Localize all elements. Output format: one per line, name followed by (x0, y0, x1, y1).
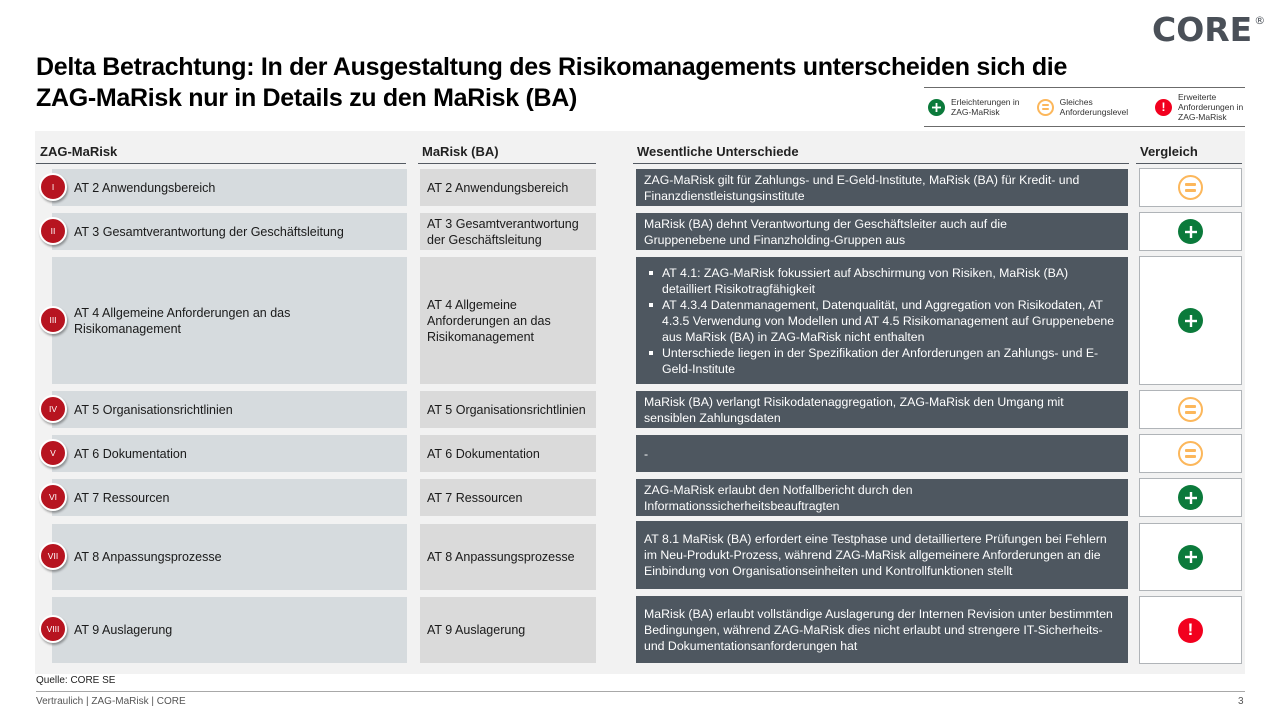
row-number-badge: VI (39, 483, 67, 511)
marisk-cell (420, 524, 596, 590)
marisk-cell (420, 169, 596, 206)
zag-cell (52, 479, 407, 516)
zag-cell (52, 524, 407, 590)
marisk-label: AT 5 Organisationsrichtlinien (427, 402, 586, 417)
marisk-cell (420, 257, 596, 384)
diff-bullet: AT 4.3.4 Datenmanagement, Datenqualität, und Aggregation von Risikodaten, AT 4.3.5 Verwendung von Modellen und AT 4.5 Risikomanagement auf Gruppenebene aus MaRisk (BA) in ZAG-MaRisk nicht enthalten (644, 297, 1120, 345)
zag-label: AT 5 Organisationsrichtlinien (74, 402, 233, 417)
marisk-cell (420, 435, 596, 472)
plus-circle-icon (1178, 308, 1203, 333)
diff-cell (636, 391, 1128, 428)
footer-divider (36, 691, 1245, 692)
compare-cell (1139, 478, 1242, 517)
row-number-badge: I (39, 173, 67, 201)
column-header-zag: ZAG-MaRisk (36, 144, 406, 164)
column-header-compare: Vergleich (1136, 144, 1242, 164)
zag-cell (52, 435, 407, 472)
diff-bullet: AT 4.1: ZAG-MaRisk fokussiert auf Abschirmung von Risiken, MaRisk (BA) detailliert Risikotragfähigkeit (644, 265, 1120, 297)
diff-cell (636, 596, 1128, 663)
legend-label: Gleiches Anforderungslevel (1059, 97, 1129, 117)
marisk-label: AT 9 Auslagerung (427, 623, 526, 637)
compare-cell (1139, 390, 1242, 429)
row-number-badge: VII (39, 542, 67, 570)
diff-bullet: Unterschiede liegen in der Spezifikation der Anforderungen an Zahlungs- und E-Geld-Institute (644, 345, 1120, 377)
legend-label: Erweiterte Anforderungen in ZAG-MaRisk (1178, 92, 1244, 122)
equals-circle-icon (1178, 441, 1203, 466)
column-header-marisk: MaRisk (BA) (418, 144, 596, 164)
plus-circle-icon (928, 99, 945, 116)
zag-cell (52, 257, 407, 384)
marisk-label: AT 6 Dokumentation (427, 446, 540, 461)
plus-circle-icon (1178, 485, 1203, 510)
diff-text: MaRisk (BA) verlangt Risikodatenaggregation, ZAG-MaRisk den Umgang mit sensiblen Zahlungsdaten (644, 394, 1064, 425)
diff-text: MaRisk (BA) erlaubt vollständige Auslagerung der Internen Revision unter bestimmten Bedingungen, während ZAG-MaRisk dies nicht erlaubt und strengere IT-Sicherheits- und Dokumentationsanforderungen hat (644, 606, 1113, 653)
marisk-label: AT 3 Gesamtverantwortung der Geschäftsleitung (427, 216, 579, 247)
row-number-badge: V (39, 439, 67, 467)
marisk-cell (420, 597, 596, 663)
marisk-label: AT 8 Anpassungsprozesse (427, 550, 575, 564)
diff-text: - (644, 446, 649, 461)
equals-circle-icon (1178, 175, 1203, 200)
legend-item-equal (1037, 97, 1155, 117)
exclamation-circle-icon: ! (1178, 618, 1203, 643)
compare-cell (1139, 523, 1242, 591)
zag-cell (52, 169, 407, 206)
equals-circle-icon (1037, 99, 1054, 116)
marisk-label: AT 2 Anwendungsbereich (427, 180, 569, 195)
plus-circle-icon (1178, 219, 1203, 244)
zag-label: AT 2 Anwendungsbereich (74, 180, 216, 195)
compare-cell (1139, 434, 1242, 473)
registered-mark: ® (1254, 14, 1266, 27)
diff-cell (636, 435, 1128, 472)
marisk-cell (420, 391, 596, 428)
exclamation-circle-icon: ! (1155, 99, 1172, 116)
zag-label: AT 9 Auslagerung (74, 623, 173, 637)
equals-circle-icon (1178, 397, 1203, 422)
source-note: Quelle: CORE SE (36, 675, 116, 686)
diff-cell (636, 213, 1128, 250)
compare-cell (1139, 596, 1242, 664)
zag-label: AT 6 Dokumentation (74, 446, 187, 461)
logo-text: CORE (1152, 10, 1253, 49)
row-number-badge: VIII (39, 615, 67, 643)
diff-text: AT 8.1 MaRisk (BA) erfordert eine Testphase und detailliertere Prüfungen bei Fehlern im Neu-Produkt-Prozess, während ZAG-MaRisk allgemeinere Anforderungen an die Einbindung von Organisationseinheiten und Kontrollfunktionen stellt (644, 532, 1107, 578)
diff-cell (636, 479, 1128, 516)
zag-cell (52, 597, 407, 663)
zag-cell (52, 213, 407, 250)
row-number-badge: III (39, 306, 67, 334)
marisk-label: AT 7 Ressourcen (427, 490, 523, 505)
diff-text: ZAG-MaRisk gilt für Zahlungs- und E-Geld-Institute, MaRisk (BA) für Kredit- und Finanzdienstleistungsinstitute (644, 172, 1080, 203)
zag-label: AT 8 Anpassungsprozesse (74, 550, 222, 564)
compare-cell (1139, 212, 1242, 251)
marisk-label: AT 4 Allgemeine Anforderungen an das Risikomanagement (427, 297, 551, 344)
plus-circle-icon (1178, 545, 1203, 570)
page-title: Delta Betrachtung: In der Ausgestaltung des Risikomanagements unterscheiden sich die ZAG-MaRisk nur in Details zu den MaRisk (BA) (36, 53, 1068, 112)
zag-label: AT 3 Gesamtverantwortung der Geschäftsleitung (74, 224, 344, 239)
legend (924, 87, 1245, 127)
diff-bullet-list (644, 265, 1120, 377)
diff-text: ZAG-MaRisk erlaubt den Notfallbericht durch den Informationssicherheitsbeauftragten (644, 482, 913, 513)
footer-text: Vertraulich | ZAG-MaRisk | CORE (36, 696, 186, 707)
diff-cell (636, 257, 1128, 384)
diff-text: MaRisk (BA) dehnt Verantwortung der Geschäftsleiter auch auf die Gruppenebene und Finanzholding-Gruppen aus (644, 216, 1007, 247)
marisk-cell (420, 479, 596, 516)
row-number-badge: IV (39, 395, 67, 423)
zag-cell (52, 391, 407, 428)
row-number-badge: II (39, 217, 67, 245)
diff-cell (636, 169, 1128, 206)
zag-label: AT 4 Allgemeine Anforderungen an das Risikomanagement (74, 305, 291, 336)
legend-item-extended (1155, 92, 1245, 122)
marisk-cell (420, 213, 596, 250)
core-logo (1152, 10, 1266, 49)
zag-label: AT 7 Ressourcen (74, 490, 170, 505)
compare-cell (1139, 256, 1242, 385)
compare-cell (1139, 168, 1242, 207)
diff-cell (636, 521, 1128, 589)
page-number: 3 (1238, 696, 1244, 707)
legend-label: Erleichterungen in ZAG-MaRisk (951, 97, 1020, 117)
column-header-diff: Wesentliche Unterschiede (633, 144, 1129, 164)
legend-item-relief (928, 97, 1037, 117)
